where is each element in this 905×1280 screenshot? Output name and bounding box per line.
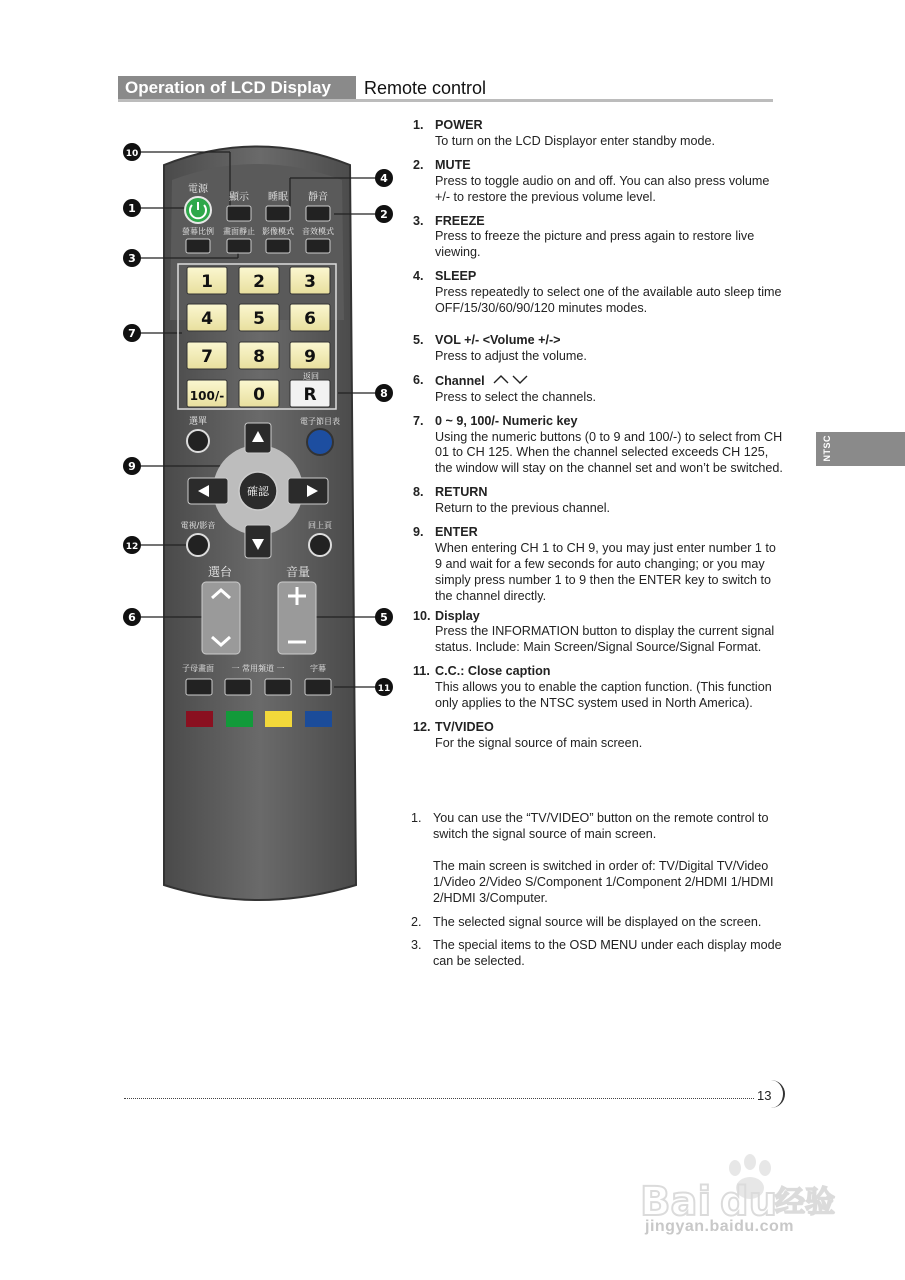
numeric-key-label: 4: [201, 309, 213, 329]
svg-text:Bai: Bai: [640, 1179, 712, 1225]
svg-text:du: du: [720, 1179, 778, 1225]
callout-number: 10: [125, 149, 139, 159]
list-item: 1. POWER To turn on the LCD Displayor enter standby mode.: [413, 118, 716, 148]
fav-2-button[interactable]: [265, 679, 291, 695]
list-item: 10. Display Press the INFORMATION button to display the current signal status. Include: Main Screen/Signal Source/Signal Format.: [413, 608, 775, 655]
page-subtitle: Remote control: [364, 78, 487, 98]
picture-mode-button[interactable]: [266, 239, 290, 253]
fav-label: 一 常用頻道 一: [231, 664, 285, 673]
side-tab-label: NTSC: [822, 435, 832, 462]
callout-number: 5: [380, 611, 388, 624]
numeric-key-label: 5: [253, 309, 265, 329]
list-item: 3. FREEZE Press to freeze the picture and press again to restore live viewing.: [413, 213, 755, 260]
page-number: 13: [757, 1088, 772, 1103]
callout-number: 3: [128, 252, 136, 265]
list-item: 7. 0 ~ 9, 100/- Numeric key Using the numeric buttons (0 to 9 and 100/-) to select from CH 01 to CH 125. When the channel selected exceeds CH 125, the window will stay on the channel set and won’t be switched.: [413, 413, 783, 476]
footer-dotted-rule: [124, 1098, 754, 1099]
fav-1-button[interactable]: [225, 679, 251, 695]
callout-number: 11: [377, 684, 391, 694]
tv-video-button[interactable]: [187, 534, 209, 556]
freeze-button[interactable]: [227, 239, 251, 253]
numeric-key-label: 7: [201, 347, 213, 367]
numeric-key-label: 100/-: [189, 389, 225, 403]
side-tab: [816, 432, 905, 466]
numeric-key-label: 2: [253, 272, 265, 292]
menu-label: 選單: [188, 417, 208, 427]
list-item: 11. C.C.: Close caption This allows you to enable the caption function. (This function only applies to the NTSC system used in North America).: [413, 664, 772, 711]
list-item: 9. ENTER When entering CH 1 to CH 9, you may just enter number 1 to 9 and wait for a few seconds for auto changing; or you may simply press number 1 to 9 then the ENTER key to switch to the channel directly.: [413, 525, 776, 603]
mute-label: 靜音: [308, 192, 328, 203]
power-label: 電源: [188, 184, 208, 195]
callout-number: 8: [380, 387, 388, 400]
numeric-key-label: 6: [304, 309, 316, 329]
page-bracket: [771, 1080, 785, 1108]
note-item: 2. The selected signal source will be displayed on the screen.: [411, 914, 762, 929]
remote-control-illustration: [112, 140, 402, 915]
pip-label: 子母畫面: [182, 664, 214, 673]
function-list: [413, 118, 783, 752]
callout-number: 9: [128, 460, 136, 473]
list-item: 12. TV/VIDEO For the signal source of main screen.: [413, 720, 643, 750]
note-item: 3. The special items to the OSD MENU under each display mode can be selected.: [411, 938, 782, 969]
callout-number: 6: [128, 611, 136, 624]
green-key[interactable]: [226, 711, 253, 727]
caption-button[interactable]: [305, 679, 331, 695]
list-item: 5. VOL +/- <Volume +/-> Press to adjust the volume.: [413, 332, 587, 363]
list-item: 2. MUTE Press to toggle audio on and off. You can also press volume +/- to restore the previous volume level.: [413, 157, 770, 204]
return-label: 返回: [303, 372, 319, 381]
back-label: 回上頁: [308, 521, 332, 530]
caption-label: 字幕: [310, 664, 326, 673]
epg-button[interactable]: [307, 429, 333, 455]
sound-mode-button[interactable]: [306, 239, 330, 253]
blue-key[interactable]: [305, 711, 332, 727]
menu-button[interactable]: [187, 430, 209, 452]
aspect-button[interactable]: [186, 239, 210, 253]
back-button[interactable]: [309, 534, 331, 556]
sleep-label: 睡眠: [268, 192, 288, 203]
callout-number: 7: [128, 327, 136, 340]
aspect-label: 螢幕比例: [182, 227, 214, 236]
numeric-key-label: 1: [201, 272, 213, 292]
display-label: 顯示: [229, 192, 249, 203]
pip-button[interactable]: [186, 679, 212, 695]
notes-list: [411, 811, 783, 970]
mute-button[interactable]: [306, 206, 330, 221]
freeze-label: 畫面靜止: [223, 227, 255, 236]
yellow-key[interactable]: [265, 711, 292, 727]
numeric-key-label: 8: [253, 347, 265, 367]
tv-video-label: 電視/影音: [180, 521, 216, 530]
callout-number: 1: [128, 202, 136, 215]
channel-label: 選台: [207, 565, 233, 579]
watermark-url: jingyan.baidu.com: [645, 1218, 794, 1235]
numeric-key-label: R: [303, 385, 317, 405]
callout-number: 2: [380, 208, 388, 221]
epg-label: 電子節目表: [300, 417, 340, 426]
svg-text:经验: 经验: [775, 1185, 835, 1220]
numeric-key-label: 3: [304, 272, 316, 292]
enter-label: 確認: [247, 485, 269, 498]
display-button[interactable]: [227, 206, 251, 221]
section-title: Operation of LCD Display: [118, 76, 356, 100]
callout-number: 12: [125, 542, 139, 552]
numeric-key-label: 9: [304, 347, 316, 367]
note-item: 1. You can use the “TV/VIDEO” button on the remote control to switch the signal source of main screen. The main screen is switched in order of: TV/Digital TV/Video 1/Video 2/Video S/Component 1/Component 2/HDMI 1/HDMI 2/HDMI 3/Computer.: [411, 811, 774, 905]
volume-label: 音量: [285, 565, 311, 579]
sound-mode-label: 音效模式: [302, 227, 334, 236]
list-item: 8. RETURN Return to the previous channel.: [413, 485, 611, 516]
red-key[interactable]: [186, 711, 213, 727]
picture-mode-label: 影像模式: [262, 227, 294, 236]
channel-arrows-icon: [492, 373, 530, 385]
header-rule: [118, 99, 773, 102]
numeric-key-label: 0: [253, 385, 265, 405]
callout-number: 4: [380, 172, 388, 185]
list-item: 6. Channel Press to select the channels.: [413, 372, 597, 404]
list-item: 4. SLEEP Press repeatedly to select one of the available auto sleep time OFF/15/30/60/90/120 minutes modes.: [413, 269, 782, 316]
page-header: [118, 76, 773, 102]
sleep-button[interactable]: [266, 206, 290, 221]
